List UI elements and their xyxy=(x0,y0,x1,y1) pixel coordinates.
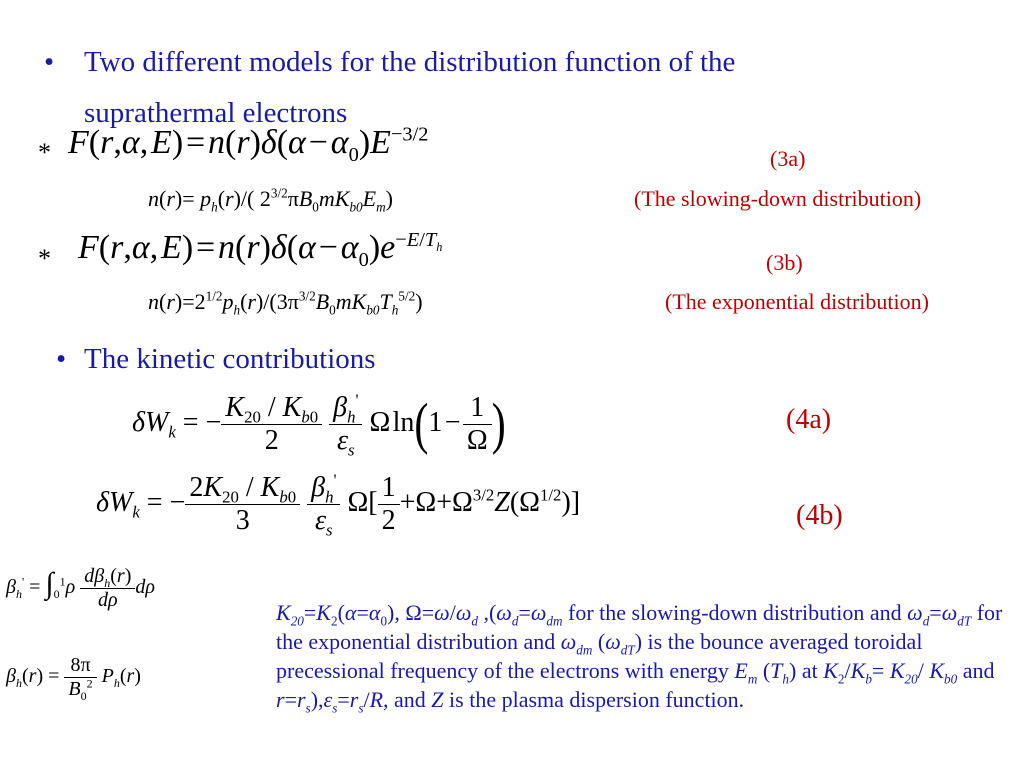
bullet-dot-2: • xyxy=(56,343,67,375)
eq4a-label: (4a) xyxy=(786,404,832,435)
eq3b-description: (The exponential distribution) xyxy=(665,289,929,314)
n-definition-3a: $n(r)= p_h(r)/$( $2^{3/2}\pi B_0mK_{b0}E_m$) xyxy=(148,185,393,215)
equation-4b: $\delta W_k$ = − $\frac{2K_{20} / K_{b0}}{3}$ $\frac{\beta_h'}{\varepsilon_s}$ Ω[ $\frac{1}{2}$ $+\Omega+\Omega^{3/2}Z(\Omega^{1/2})$] xyxy=(96,470,581,540)
eq3a-description: (The slowing-down distribution) xyxy=(634,186,922,211)
star-marker-2: * xyxy=(38,244,51,273)
equation-4a: $\delta W_k$ = − $\frac{K_{20} / K_{b0}}{2}$ $\frac{\beta_h'}{\varepsilon_s}$ Ω ln(1 − $\frac{1}{\Omega}$ ) xyxy=(132,390,506,460)
equation-3a: F(r,α, E) = n(r)δ(α − $\alpha_0)E^{-3/2}$ xyxy=(68,123,429,166)
eq3b-label: (3b) xyxy=(766,250,803,275)
n-definition-3b: $n(r)=2^{1/2}p_h(r)/(3\pi^{3/2}B_0mK_{b0}T_h^{5/2})$ xyxy=(148,288,423,318)
equation-3b: F(r,α, E) = n(r)δ(α − $\alpha_0)e^{-E/T_h}$ xyxy=(78,228,443,271)
eq3a-label: (3a) xyxy=(770,146,806,171)
beta-h-definition: $\beta_h(r)$ = $\frac{8\pi}{B_0^2}$ $P_h(r)$ xyxy=(6,654,141,703)
models-heading-line1: Two different models for the distribution function of the xyxy=(84,46,736,78)
models-heading-line2: suprathermal electrons xyxy=(84,97,348,129)
definitions-note: $K_{20}=K_2(\alpha=\alpha_0)$, $\Omega=\omega/\omega_d$ $,(\omega_d=\omega_{dm}$ for the slowing-down distribution and $\omega_d=\omega_{dT}$ for the exponential distribution and $\omega_{dm}$ $(\omega_{dT})$ is the bounce averaged toroidal precessional frequency of the electrons with energy $E_m$ $(T_h)$ at $K_2/K_b= K_{20}/$ $K_{b0}$ and $r=r_s),\varepsilon_s=r_s/R$, and Z is the plasma dispersion function. xyxy=(276,600,1003,716)
kinetic-heading: The kinetic contributions xyxy=(84,343,376,375)
beta-prime-definition: $\beta_h' = \int_0^1\rho$ $\frac{d\beta_h(r)}{d\rho}$ dρ xyxy=(6,565,155,611)
eq4b-label: (4b) xyxy=(796,500,843,531)
star-marker-1: * xyxy=(38,138,51,167)
bullet-dot-1: • xyxy=(44,46,55,78)
